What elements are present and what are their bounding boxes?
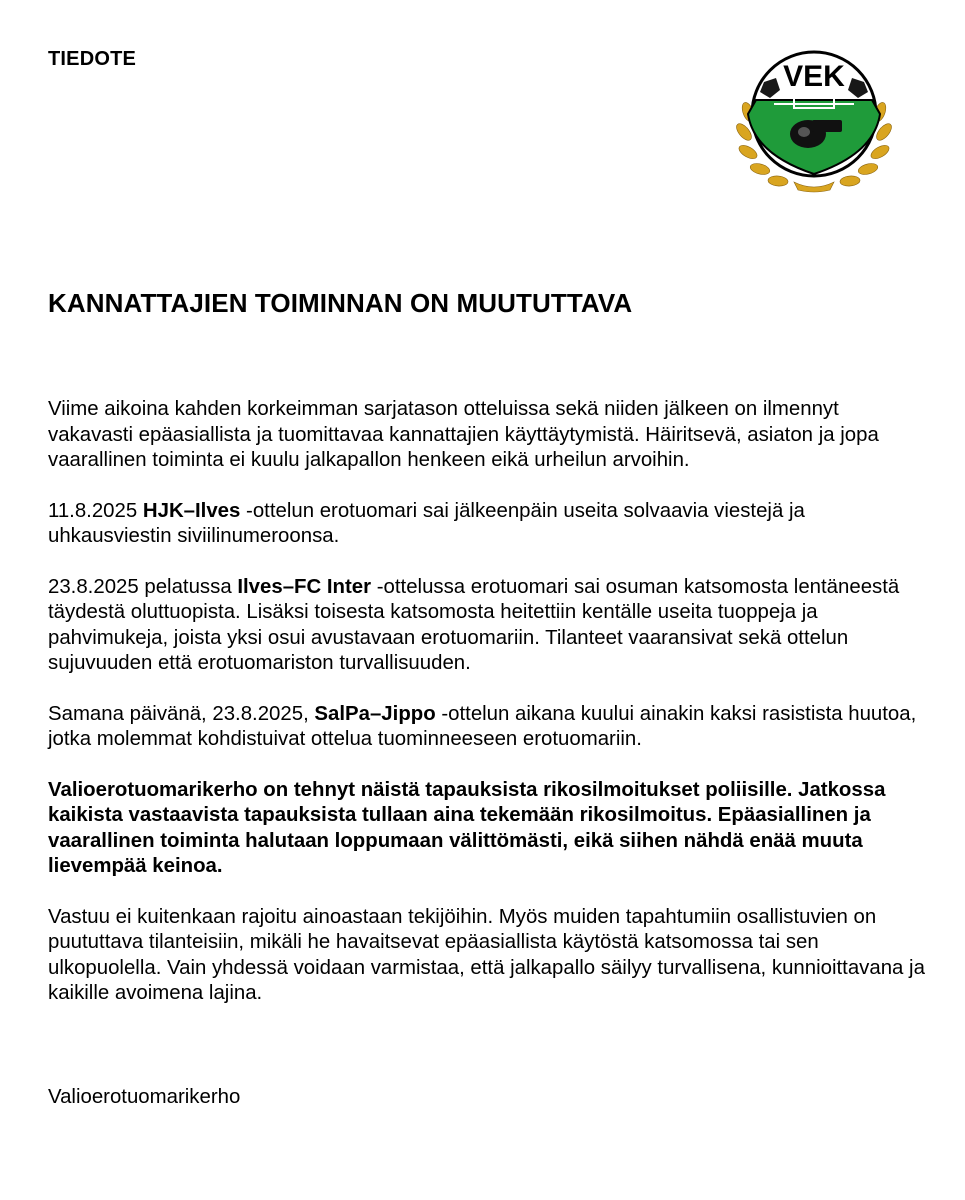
signature: Valioerotuomarikerho — [48, 1086, 241, 1108]
logo-text: VEK — [783, 60, 845, 93]
closing-paragraph: Vastuu ei kuitenkaan rajoitu ainoastaan tekijöihin. Myös muiden tapahtumiin osallistuvien on puututtava tilanteisiin, mikäli he havaitsevat epäasiallista käytöstä katsomossa tai sen ulkopuolella. Vain yhdessä voidaan varmistaa, että jalkapallo säilyy turvallisena, kunnioittavana ja kaikille avoimena lajina. — [48, 905, 925, 1004]
incident-paragraph-3 — [48, 702, 928, 753]
document-type-label: TIEDOTE — [48, 48, 137, 70]
incident-3-match: SalPa–Jippo — [314, 702, 436, 725]
incident-2-match: Ilves–FC Inter — [237, 575, 372, 598]
incident-1-text: -ottelun erotuomari sai jälkeenpäin useita solvaavia viestejä ja uhkausviestin siviilinumeroonsa. — [48, 499, 805, 547]
intro-paragraph: Viime aikoina kahden korkeimman sarjatason otteluissa sekä niiden jälkeen on ilmennyt vakavasti epäasiallista ja tuomittavaa kannattajien käyttäytymistä. Häiritsevä, asiaton ja jopa vaarallinen toiminta ei kuulu jalkapallon henkeen eikä urheilun arvoihin. — [48, 398, 879, 471]
incident-2-text: -ottelussa erotuomari sai osuman katsomosta lentäneestä täydestä oluttuopista. Lisäksi toisesta katsomosta heitettiin kentälle useita tuoppeja ja pahvimukeja, joista yksi osui avustavaan erotuomariin. Tilanteet vaaransivat sekä ottelun sujuvuuden että erotuomariston turvallisuuden. — [48, 575, 900, 674]
page-title: KANNATTAJIEN TOIMINNAN ON MUUTUTTAVA — [48, 288, 633, 318]
incident-3-date: Samana päivänä, 23.8.2025, — [48, 702, 315, 725]
incident-1-match: HJK–Ilves — [142, 499, 241, 522]
bold-statement-paragraph: Valioerotuomarikerho on tehnyt näistä tapauksista rikosilmoitukset poliisille. Jatkossa kaikista vastaavista tapauksista tullaan aina tekemään rikosilmoitus. Epäasiallinen ja vaarallinen toiminta halutaan loppumaan välittömästi, eikä siihen nähdä enää muuta lievempää keinoa. — [48, 778, 886, 877]
incident-2-date: 23.8.2025 pelatussa — [48, 575, 238, 598]
incident-1-date: 11.8.2025 — [48, 499, 143, 522]
incident-paragraph-1 — [48, 499, 928, 550]
document-body — [48, 397, 928, 1032]
incident-3-text: -ottelun aikana kuului ainakin kaksi rasistista huutoa, jotka molemmat kohdistuivat ottelua tuominneeseen erotuomariin. — [48, 702, 917, 750]
vek-logo-icon — [734, 42, 894, 194]
incident-paragraph-2 — [48, 575, 928, 677]
